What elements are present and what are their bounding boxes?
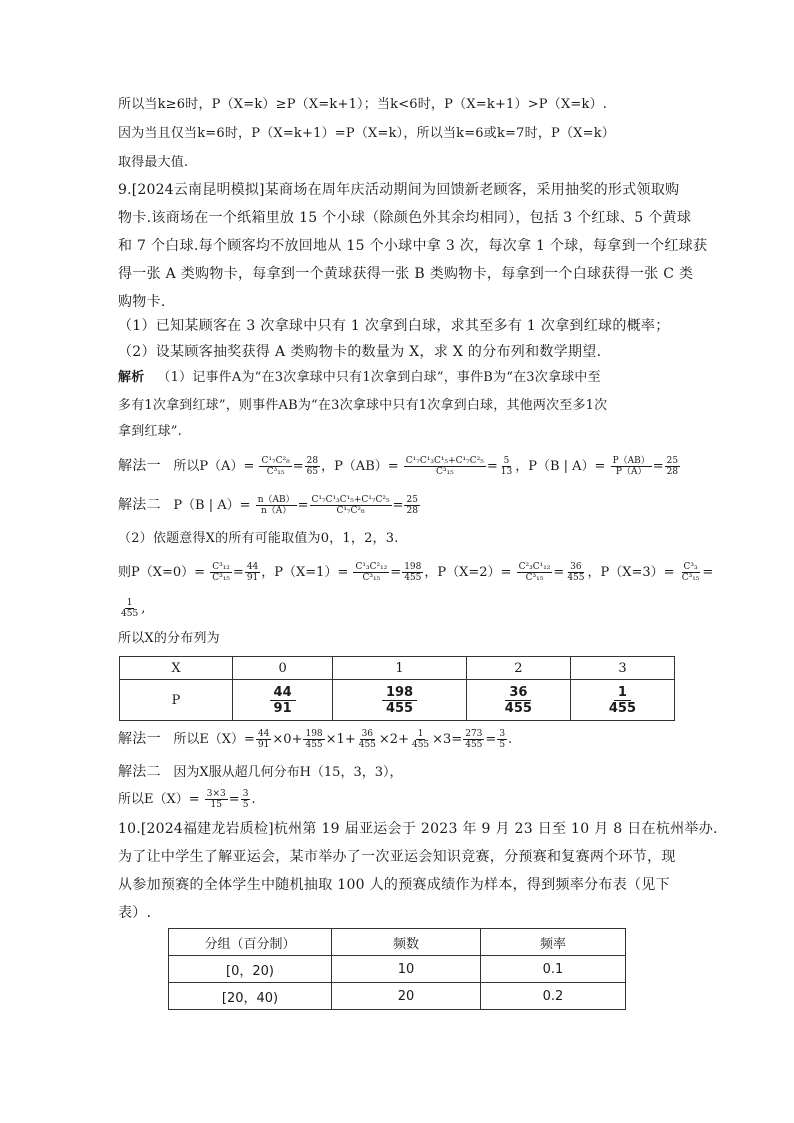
fraction: $\frac{28}{65}$ [306, 456, 319, 477]
solution-line [118, 368, 601, 388]
text-line: 物卡.该商场在一个纸箱里放 15 个小球（除颜色外其余均相同），包括 3 个红球、5 个黄球 [118, 210, 692, 226]
method-label: 解法二 [118, 497, 161, 513]
fraction: $\frac{1}{455}$ [411, 729, 430, 750]
question-source: 9.[2024云南昆明模拟] [118, 182, 265, 198]
probability-line: 则P（X=0）= $\frac{\text{C³₁₂}}{\text{C³₁₅}}$ = $\frac{44}{91}$ ，P（X=1）= $\frac{\text{C¹₃C²₁₂}}{\text{C³₁₅}}$ = $\frac{198}{455}$ ，P（X=2）= $\frac{\text{C²₃C¹₁₂}}{\text{C³₁₅}}$ = $\frac{36}{455}$ ，P（X=3）= $\frac{\text{C³₃}}{\text{C³₁₅}}$ = [118, 562, 714, 583]
fraction: $\frac{3}{5}$ [242, 789, 249, 810]
table-header-cell: X [120, 657, 233, 680]
text-span: ，P（X=3）= [587, 565, 675, 580]
table-row [169, 929, 626, 956]
expectation-method-1 [118, 729, 512, 750]
text-line: 从参加预赛的全体学生中随机抽取 100 人的预赛成绩作为样本，得到频率分布表（见下 [118, 877, 670, 893]
text-line: 表）. [118, 905, 152, 921]
expectation-method-2-result: 所以E（X）= $\frac{3\times 3}{15}$ = $\frac{3}{5}$ . [118, 789, 256, 810]
sub-question-1: （1）已知某顾客在 3 次拿球中只有 1 次拿到白球，求其至多有 1 次拿到红球的概率； [118, 318, 670, 334]
table-cell: [20，40) [169, 983, 332, 1010]
solution-label: 解析 [118, 370, 145, 385]
table-row [120, 657, 675, 680]
text-line: 得一张 A 类购物卡，每拿到一个黄球获得一张 B 类购物卡，每拿到一个白球获得一张 C 类 [118, 266, 694, 282]
method-label: 解法二 [118, 764, 161, 780]
table-cell: 10 [332, 956, 481, 983]
text-span: P（B | A）= [173, 498, 251, 513]
fraction: $\frac{P(AB)}{P(A)}$ [612, 456, 650, 477]
table-header-cell: 3 [570, 657, 674, 680]
fraction: $\frac{\text{C¹₇C²₈}}{\text{C³₁₅}}$ [261, 456, 290, 477]
text-span: 则P（X=0）= [118, 565, 206, 580]
text-line: 取得最大值. [118, 155, 189, 170]
fraction: $\frac{36}{455}$ [358, 729, 376, 750]
text-span: ，P（X=1）= [261, 565, 349, 580]
fraction: $\frac{\text{C¹₇C¹₃C¹₅+C¹₇C²₅}}{\text{C³₁₅}}$ [405, 456, 484, 477]
text-span: ，P（X=2）= [424, 565, 512, 580]
text-span: 某商场在周年庆活动期间为回馈新老顾客，采用抽奖的形式领取购 [264, 182, 680, 198]
text-span: ，P（B | A）= [515, 459, 606, 474]
fraction: $\frac{\text{C²₃C¹₁₂}}{\text{C³₁₅}}$ [518, 562, 551, 583]
table-header-cell: 1 [333, 657, 467, 680]
text-span: （1）记事件A为“在3次拿球中只有1次拿到白球”，事件B为“在3次拿球中至 [157, 370, 601, 385]
text-line: 和 7 个白球.每个顾客均不放回地从 15 个小球中拿 3 次，每次拿 1 个球，每拿到一个红球获 [118, 238, 708, 254]
table-cell [333, 680, 467, 721]
probability-line-cont: $\frac{1}{455}$ , [121, 598, 146, 619]
fraction: $\frac{44}{91}$ [257, 729, 270, 750]
table-header-cell: 频数 [332, 929, 481, 956]
question-10-stem [118, 819, 718, 839]
table-cell: [0，20) [169, 956, 332, 983]
distribution-table [119, 656, 675, 721]
method-2-line: 解法二 P（B | A）= $\frac{n(AB)}{n(A)}$ = $\frac{\text{C¹₇C¹₃C¹₅+C¹₇C²₅}}{\text{C¹₇C²₈}}$ = $\frac{25}{28}$ [118, 495, 418, 516]
method-label: 解法一 [118, 731, 161, 747]
text-span: 所以P（A）= [173, 459, 255, 474]
fraction: $\frac{5}{13}$ [500, 456, 513, 477]
text-line: 所以X的分布列为 [118, 631, 220, 646]
table-row [120, 680, 675, 721]
fraction: $\frac{198}{455}$ [382, 685, 417, 716]
text-span: 所以E（X）= [118, 792, 200, 807]
fraction: $\frac{3}{5}$ [499, 729, 506, 750]
method-1-line: 解法一 所以P（A）= $\frac{\text{C¹₇C²₈}}{\text{C³₁₅}}$ = $\frac{28}{65}$ ，P（AB）= $\frac{\text{C¹₇C¹₃C¹₅+C¹₇C²₅}}{\text{C³₁₅}}$ = $\frac{5}{13}$ ，P（B | A）= $\frac{P(AB)}{P(A)}$ = $\frac{25}{28}$ [118, 456, 679, 477]
table-row [169, 983, 626, 1010]
fraction: $\frac{44}{91}$ [246, 562, 259, 583]
table-header-cell: 分组（百分制） [169, 929, 332, 956]
operator: ×1+ [325, 732, 356, 747]
sub-question-2: （2）设某顾客抽奖获得 A 类购物卡的数量为 X，求 X 的分布列和数学期望. [118, 344, 602, 360]
text-line: 为了让中学生了解亚运会，某市举办了一次亚运会知识竞赛，分预赛和复赛两个环节，现 [118, 849, 676, 865]
table-cell [570, 680, 674, 721]
table-header-cell: 0 [233, 657, 333, 680]
text-line: （2）依题意得X的所有可能取值为0，1，2，3. [118, 531, 399, 546]
fraction: $\frac{198}{455}$ [404, 562, 422, 583]
question-source: 10.[2024福建龙岩质检] [118, 821, 274, 837]
fraction: $\frac{1}{455}$ [121, 598, 139, 619]
fraction: $\frac{25}{28}$ [406, 495, 418, 516]
text-line: 所以当k≥6时，P（X=k）≥P（X=k+1）；当k<6时，P（X=k+1）>P（X=k）. [118, 97, 608, 112]
text-span: 所以E（X）= [173, 732, 255, 747]
text-span: 杭州第 19 届亚运会于 2023 年 9 月 23 日至 10 月 8 日在杭州举办. [273, 821, 718, 837]
fraction: $\frac{\text{C¹₇C¹₃C¹₅+C¹₇C²₅}}{\text{C¹₇C²₈}}$ [311, 495, 390, 516]
expectation-method-2 [118, 762, 403, 783]
text-line: 多有1次拿到红球”，则事件AB为“在3次拿球中只有1次拿到白球，其他两次至多1次 [118, 398, 608, 413]
expectation-terms [255, 729, 513, 750]
fraction: $\frac{\text{C¹₃C²₁₂}}{\text{C³₁₅}}$ [355, 562, 388, 583]
fraction: $\frac{36}{455}$ [567, 562, 585, 583]
fraction: $\frac{36}{455}$ [504, 684, 532, 716]
text-line: 购物卡. [118, 294, 166, 310]
fraction: $\frac{198}{455}$ [305, 729, 323, 750]
table-cell [233, 680, 333, 721]
fraction: $\frac{25}{28}$ [666, 456, 679, 477]
table-cell: 0.1 [481, 956, 626, 983]
table-header-cell: 2 [466, 657, 570, 680]
table-cell: P [120, 680, 233, 721]
table-cell: 20 [332, 983, 481, 1010]
method-label: 解法一 [118, 458, 161, 474]
text-line: 因为当且仅当k=6时，P（X=k+1）=P（X=k），所以当k=6或k=7时，P（X=k） [118, 126, 615, 141]
operator: ×3= [432, 732, 463, 747]
text-span: ，P（AB）= [321, 459, 399, 474]
table-cell: 0.2 [481, 983, 626, 1010]
question-9-stem [118, 180, 679, 200]
fraction: $\frac{1}{455}$ [608, 684, 637, 716]
table-cell [466, 680, 570, 721]
table-header-cell: 频率 [481, 929, 626, 956]
fraction: $\frac{\text{C³₁₂}}{\text{C³₁₅}}$ [212, 562, 230, 583]
fraction: $\frac{44}{91}$ [270, 685, 296, 716]
fraction: $\frac{n(AB)}{n(A)}$ [257, 495, 295, 516]
frequency-table [168, 928, 626, 1010]
fraction: $\frac{\text{C³₃}}{\text{C³₁₅}}$ [681, 562, 700, 583]
fraction: $\frac{3\times 3}{15}$ [206, 789, 226, 810]
text-span: 因为X服从超几何分布H（15，3，3）， [173, 765, 403, 780]
operator: ×0+ [272, 732, 303, 747]
operator: = [485, 732, 497, 747]
fraction: $\frac{273}{455}$ [465, 729, 483, 750]
text-line: 拿到红球”. [118, 424, 182, 439]
operator: ×2+ [378, 732, 409, 747]
operator: . [508, 732, 513, 747]
table-row [169, 956, 626, 983]
